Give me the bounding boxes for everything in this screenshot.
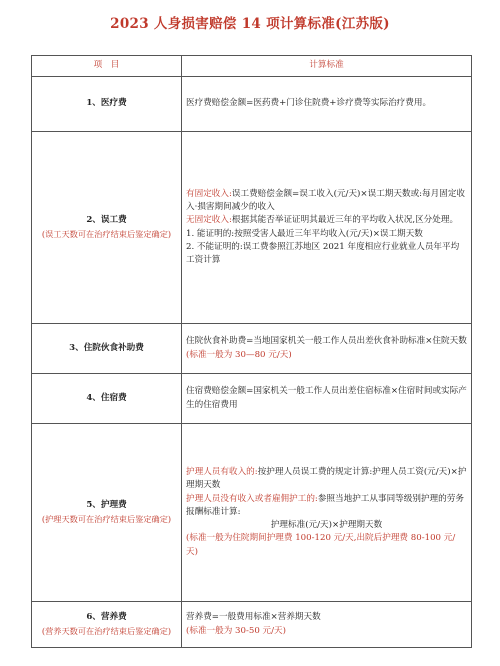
item-name: 4、住宿费 — [86, 392, 127, 403]
item-name: 2、误工费 — [86, 215, 127, 226]
calc-prefix: 护理人员有收入的: — [186, 466, 258, 477]
calc-text: 参照当地护工从事同等级别护理的劳务报酬标准计算: — [186, 493, 464, 517]
calc-line — [186, 214, 467, 227]
calc-line: 营养费=一般费用标准×营养期天数 — [186, 612, 321, 623]
calc-prefix: 护理人员没有收入或者雇佣护工的: — [186, 493, 318, 504]
calc-line — [186, 466, 467, 493]
calc-line: 2. 不能证明的:误工费参照江苏地区 2021 年度相应行业就业人员年平均工资计算 — [186, 241, 460, 266]
calc-line — [186, 188, 467, 215]
item-name: 6、营养费 — [86, 612, 127, 623]
calc-line: 护理标准(元/天)×护理期天数 — [270, 520, 383, 531]
item-cell — [32, 602, 182, 648]
calc-line: 1. 能证明的:按照受害人最近三年平均收入(元/天)×误工期天数 — [186, 228, 423, 239]
table-row — [32, 324, 472, 374]
item-note: (营养天数可在治疗结束后鉴定确定) — [41, 626, 172, 637]
item-note: (误工天数可在治疗结束后鉴定确定) — [41, 229, 172, 240]
calc-text: 根据其能否举证证明其最近三年的平均收入状况,区分处理。 — [231, 215, 459, 226]
item-name: 3、住院伙食补助费 — [69, 342, 144, 353]
table-row — [32, 77, 472, 132]
item-note: (护理天数可在治疗结束后鉴定确定) — [41, 514, 172, 525]
header-item: 项 目 — [32, 56, 182, 77]
calc-line — [186, 335, 467, 362]
calc-line: 住宿费赔偿金额=国家机关一般工作人员出差住宿标准×住宿时间或实际产生的住宿费用 — [186, 386, 467, 410]
item-cell — [32, 77, 182, 132]
item-name: 5、护理费 — [86, 500, 127, 511]
calc-cell — [182, 77, 472, 132]
table-header-row — [32, 56, 472, 77]
calc-line: 医疗费赔偿金额=医药费+门诊住院费+诊疗费等实际治疗费用。 — [186, 98, 432, 109]
calc-text: 按护理人员误工费的规定计算:护理人员工资(元/天)×护理期天数 — [186, 466, 467, 491]
page-title: 2023 人身损害赔偿 14 项计算标准(江苏版) — [110, 16, 390, 32]
compensation-table — [31, 55, 472, 648]
item-cell — [32, 132, 182, 324]
item-name: 1、医疗费 — [86, 98, 127, 109]
calc-tail: (标准一般为 30—80 元/天) — [186, 349, 292, 360]
item-cell — [32, 374, 182, 424]
calc-cell — [182, 602, 472, 648]
calc-prefix: 有固定收入: — [186, 188, 232, 199]
calc-line: (标准一般为住院期间护理费 100-120 元/天,出院后护理费 80-100 元/天) — [186, 533, 456, 557]
header-calc: 计算标准 — [182, 56, 472, 77]
calc-line: (标准一般为 30-50 元/天) — [186, 625, 286, 636]
calc-cell — [182, 324, 472, 374]
calc-cell — [182, 424, 472, 602]
calc-cell — [182, 132, 472, 324]
table-row — [32, 374, 472, 424]
table-row — [32, 602, 472, 648]
calc-text: 误工费赔偿金额=误工收入(元/天)×误工期天数或:每月固定收入·损害期间减少的收入 — [186, 188, 466, 212]
item-cell — [32, 424, 182, 602]
table-row — [32, 132, 472, 324]
calc-text: 住院伙食补助费=当地国家机关一般工作人员出差伙食补助标准×住院天数 — [186, 336, 467, 347]
item-cell — [32, 324, 182, 374]
calc-line — [186, 493, 467, 520]
calc-cell — [182, 374, 472, 424]
calc-prefix: 无固定收入: — [186, 215, 232, 226]
table-row — [32, 424, 472, 602]
